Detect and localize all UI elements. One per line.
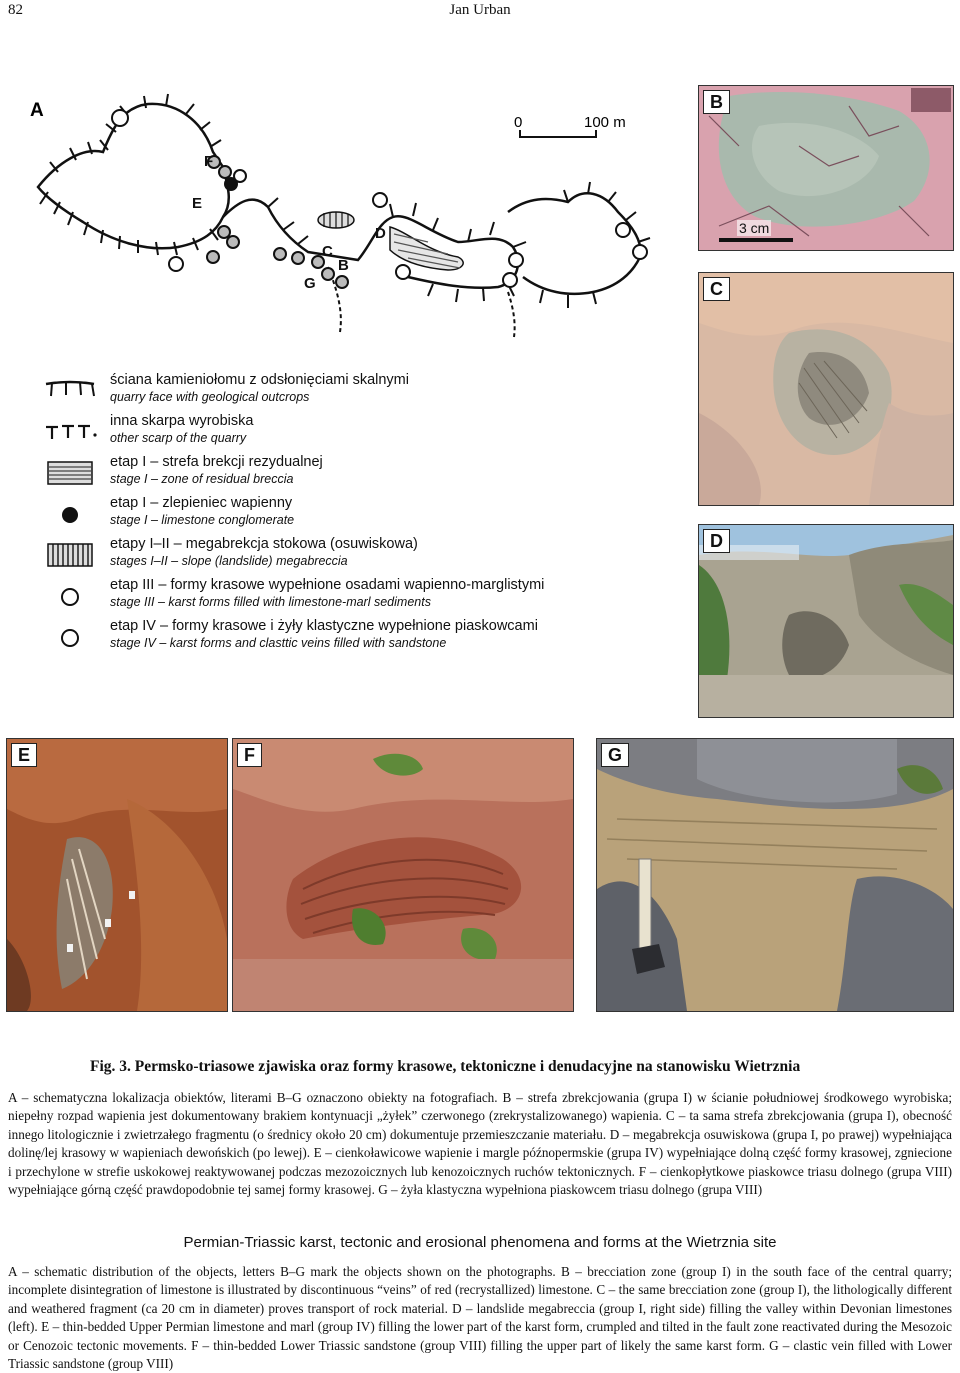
map-marker-g: G — [304, 275, 316, 292]
legend-en-5: stage III – karst forms filled with limestone-marl sediments — [110, 595, 431, 609]
legend-en-1: other scarp of the quarry — [110, 431, 247, 445]
figure-number: Fig. 3. — [90, 1058, 131, 1075]
residual-breccia-symbol — [40, 456, 100, 490]
map-marker-f: F — [204, 153, 214, 170]
photo-d — [698, 524, 954, 718]
scale-bar — [719, 238, 793, 242]
photo-e-label: E — [11, 743, 37, 767]
legend-pl-6: etap IV – formy krasowe i żyły klastyczne wypełnione piaskowcami — [110, 618, 538, 634]
figure-title-pl: Permsko-triasowe zjawiska oraz formy krasowe, tektoniczne i denudacyjne na stanowisku Wietrznia — [134, 1058, 801, 1075]
scale-bar-label: 3 cm — [739, 220, 770, 236]
photo-d-label: D — [703, 529, 730, 553]
quarry-face-symbol — [40, 374, 100, 408]
legend-pl-4: etapy I–II – megabrekcja stokowa (osuwiskowa) — [110, 536, 418, 552]
gray-circle-symbol — [40, 579, 100, 613]
megabreccia-symbol — [40, 538, 100, 572]
legend-item-slope-megabreccia — [40, 536, 640, 574]
running-head-author: Jan Urban — [449, 2, 511, 18]
photo-f — [232, 738, 574, 1012]
legend-item-residual-breccia — [40, 454, 640, 492]
map-panel-label: A — [30, 100, 44, 121]
legend-pl-0: ściana kamieniołomu z odsłonięciami skalnymi — [110, 372, 409, 388]
photo-e — [6, 738, 228, 1012]
other-scarp-symbol — [40, 415, 100, 449]
photo-c — [698, 272, 954, 506]
filled-circle-symbol — [40, 497, 100, 531]
map-marker-c: C — [322, 243, 333, 260]
legend-en-4: stages I–II – slope (landslide) megabreccia — [110, 554, 348, 568]
figure-caption-title — [90, 1058, 800, 1076]
photo-g — [596, 738, 954, 1012]
legend-en-0: quarry face with geological outcrops — [110, 390, 310, 404]
scale-max: 100 m — [584, 114, 626, 131]
legend-item-quarry-face — [40, 372, 640, 410]
legend-pl-1: inna skarpa wyrobiska — [110, 413, 254, 429]
photo-g-label: G — [601, 743, 629, 767]
legend-item-limestone-conglomerate — [40, 495, 640, 533]
legend-en-3: stage I – limestone conglomerate — [110, 513, 295, 527]
scale-zero: 0 — [514, 114, 523, 131]
map-panel — [28, 92, 668, 342]
legend-pl-5: etap III – formy krasowe wypełnione osadami wapienno-marglistymi — [110, 577, 545, 593]
photo-b-label: B — [703, 90, 730, 114]
photo-f-label: F — [237, 743, 262, 767]
legend-en-6: stage IV – karst forms and clasttic veins filled with sandstone — [110, 636, 447, 650]
legend-item-other-scarp — [40, 413, 640, 451]
legend-pl-3: etap I – zlepieniec wapienny — [110, 495, 293, 511]
map-legend — [0, 372, 680, 662]
map-marker-d: D — [375, 225, 386, 242]
page-number: 82 — [8, 2, 23, 18]
photo-b — [698, 85, 954, 251]
photo-b-scale — [719, 220, 799, 246]
caption-text-pl: A – schematyczna lokalizacja obiektów, literami B–G oznaczono obiekty na fotografiach. B – strefa zbrekcjowania (grupa I) w ścianie południowej środkowego wyrobiska; niepełny rozpad wapienia jest dokumentowany brakiem kontynuacji „żyłek” czerwonego (zrekrystalizowanego) wapienia. C – ta sama strefa zbrekcjowania (grupa I), obecność innego litologicznie i zwietrzałego fragmentu (o średnicy około 20 cm) dokumentuje przemieszczanie materiału. D – megabrekcja osuwiskowa (grupa I, po prawej) wypełniająca dolinę/lej krasowy w wapieniach dewońskich (po lewej). E – cienkoławicowe wapienie i margle późnopermskie (grupa IV) wypełniające dolną część formy krasowej, zgniecione i przechylone w strefie uskokowej reaktywowanej podczas mezozoicznych lub kenozoicznych ruchów tektonicznych. F – cienkopłytkowe piaskowce triasu dolnego (grupa VIII) wypełniające górną część prawdopodobnie tej samej formy krasowej. G – żyła klastyczna wypełniona piaskowcem triasu dolnego (grupa VIII) — [8, 1090, 952, 1198]
figure-title-en: Permian-Triassic karst, tectonic and erosional phenomena and forms at the Wietrznia site — [183, 1234, 777, 1251]
map-marker-b: B — [338, 257, 349, 274]
quarry-map — [28, 92, 668, 342]
caption-text-en: A – schematic distribution of the objects, letters B–G mark the objects shown on the photographs. B – brecciation zone (group I) in the south face of the central quarry; incomplete disintegration of limestone is illustrated by discontinuous “veins” of red (recrystallized) limestone. C – the same brecciation zone (group I), the lithologically different and weathered fragment (ca 20 cm in diameter) proves transport of rock material. D – landslide megabreccia (group I, right side) filling the valley within Devonian limestones (left). E – thin-bedded Upper Permian limestone and marl (group IV) filling the lower part of the karst form, crumpled and tilted in the fault zone reactivated during the Mesozoic or Cenozoic tectonic movements. F – thin-bedded Lower Triassic sandstone (group VIII) filling the upper part of likely the same karst form. G – clastic vein filled with Lower Triassic sandstone (group VIII) — [8, 1264, 952, 1372]
open-circle-symbol — [40, 620, 100, 654]
photo-c-label: C — [703, 277, 730, 301]
legend-en-2: stage I – zone of residual breccia — [110, 472, 294, 486]
legend-pl-2: etap I – strefa brekcji rezydualnej — [110, 454, 323, 470]
legend-item-stage-iv — [40, 618, 640, 656]
map-marker-e: E — [192, 195, 203, 212]
legend-item-stage-iii — [40, 577, 640, 615]
